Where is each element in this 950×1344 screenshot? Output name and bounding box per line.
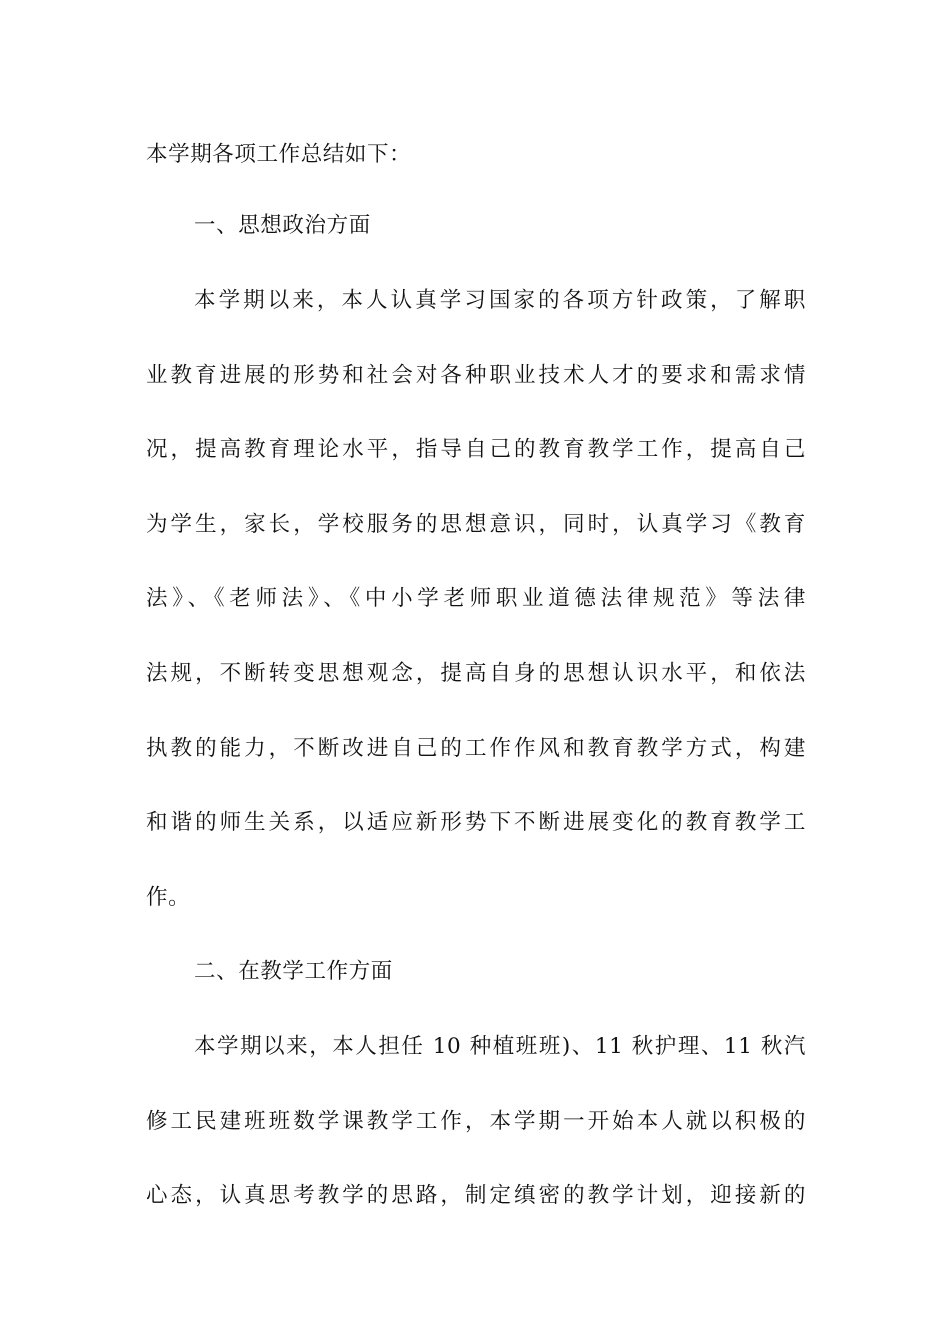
section1-line-7: 执教的能力，不断改进自己的工作作风和教育教学方式，构建 [146,736,806,761]
section1-line-1: 本学期以来，本人认真学习国家的各项方针政策，了解职 [194,288,806,313]
section1-heading: 一、思想政治方面 [194,213,371,238]
section2-line-3: 心态，认真思考教学的思路，制定缜密的教学计划，迎接新的 [146,1183,806,1208]
section1-line-2: 业教育进展的形势和社会对各种职业技术人才的要求和需求情 [146,363,806,388]
section2-line-1: 本学期以来，本人担任 10 种植班班)、11 秋护理、11 秋汽 [194,1034,806,1059]
section1-line-3: 况，提高教育理论水平，指导自己的教育教学工作，提高自己 [146,437,806,462]
intro-text: 本学期各项工作总结如下： [146,142,412,167]
section1-line-6: 法规，不断转变思想观念，提高自身的思想认识水平，和依法 [146,661,806,686]
section1-line-9: 作。 [146,885,191,910]
section2-line-2: 修工民建班班数学课教学工作，本学期一开始本人就以积极的 [146,1109,806,1134]
section2-heading: 二、在教学工作方面 [194,959,393,984]
section1-line-4: 为学生，家长，学校服务的思想意识，同时，认真学习《教育 [146,512,806,537]
section1-line-5: 法》、《老师法》、《中小学老师职业道德法律规范》等法律 [146,586,806,611]
section1-line-8: 和谐的师生关系，以适应新形势下不断进展变化的教育教学工 [146,810,806,835]
